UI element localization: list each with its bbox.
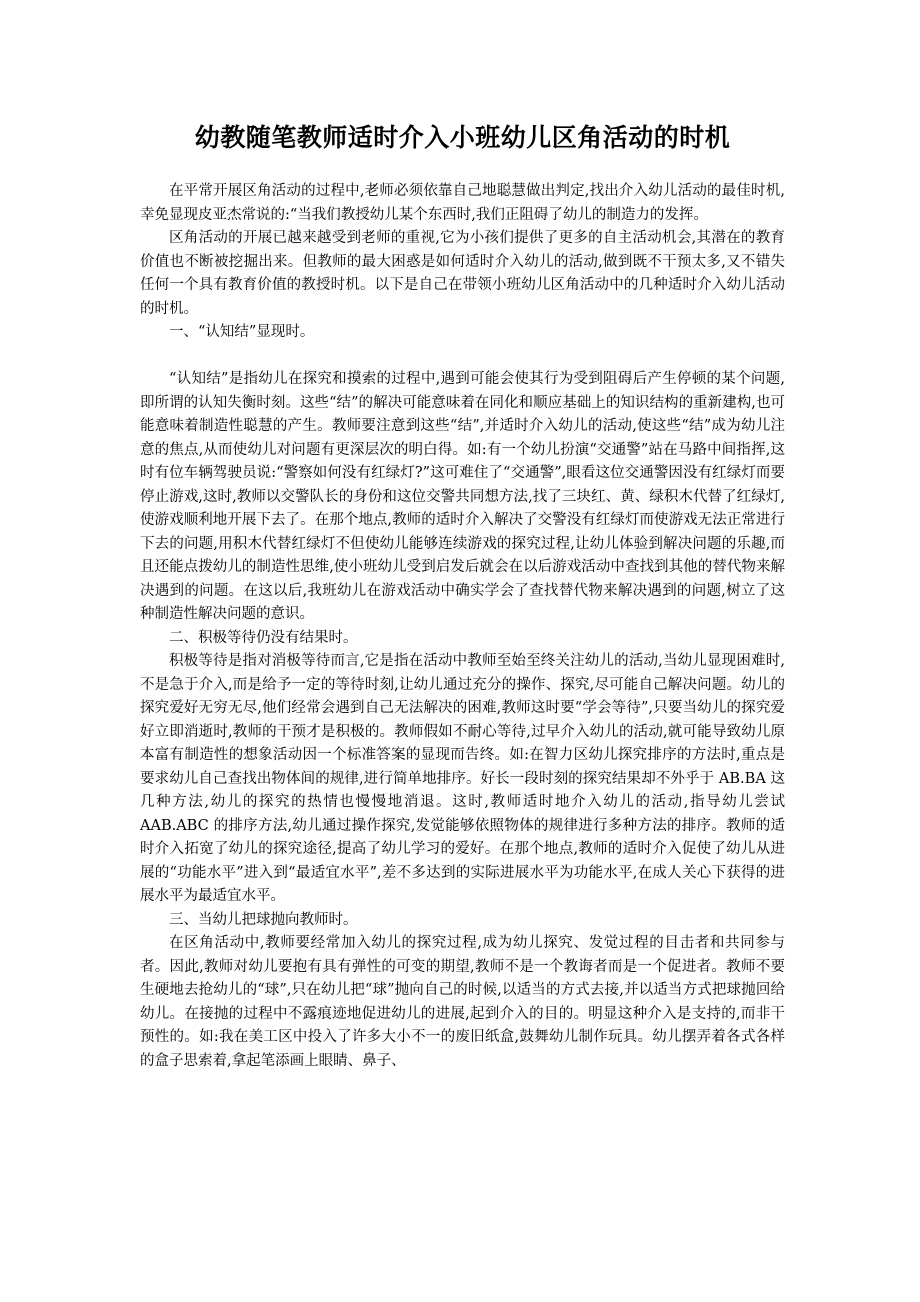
paragraph-section-2: 积极等待是指对消极等待而言,它是指在活动中教师至始至终关注幼儿的活动,当幼儿显现困难时,不是急于介入,而是给予一定的等待时刻,让幼儿通过充分的操作、探究,尽可能自己解决问题。幼儿的探究爱好无穷无尽,他们经常会遇到自己无法解决的困难,教师这时要“学会等待”,只要当幼儿的探究爱好立即消逝时,教师的干预才是积极的。教师假如不耐心等待,过早介入幼儿的活动,就可能导致幼儿原本富有制造性的想象活动因一个标准答案的显现而告终。如:在智力区幼儿探究排序的方法时,重点是要求幼儿自己查找出物体间的规律,进行简单地排序。好长一段时刻的探究结果却不外乎于 AB.BA 这几种方法,幼儿的探究的热情也慢慢地消退。这时,教师适时地介入幼儿的活动,指导幼儿尝试 AAB.ABC 的排序方法,幼儿通过操作探究,发觉能够依照物体的规律进行多种方法的排序。教师的适时介入拓宽了幼儿的探究途径,提高了幼儿学习的爱好。在那个地点,教师的适时介入促使了幼儿从进展的“功能水平”进入到“最适宜水平”,差不多达到的实际进展水平为功能水平,在成人关心下获得的进展水平为最适宜水平。: [140, 653, 785, 904]
section-heading-2: 二、积极等待仍没有结果时。: [169, 629, 358, 646]
paragraph-section-3: 在区角活动中,教师要经常加入幼儿的探究过程,成为幼儿探究、发觉过程的目击者和共同参与者。因此,教师对幼儿要抱有具有弹性的可变的期望,教师不是一个教诲者而是一个促进者。教师不要生硬地去抢幼儿的“球”,只在幼儿把“球”抛向自己的时候,以适当的方式去接,并以适当方式把球抛回给幼儿。在接抛的过程中不露痕迹地促进幼儿的进展,起到介入的目的。明显这种介入是支持的,而非干预性的。如:我在美工区中投入了许多大小不一的废旧纸盒,鼓舞幼儿制作玩具。幼儿摆弄着各式各样的盒子思索着,拿起笔添画上眼睛、鼻子、: [140, 935, 785, 1069]
document-page: [140, 0, 785, 1073]
document-body: [140, 180, 785, 1073]
section-heading-3: 三、当幼儿把球抛向教师时。: [169, 911, 358, 928]
document-title: 幼教随笔教师适时介入小班幼儿区角活动的时机: [194, 123, 731, 152]
paragraph-intro: 在平常开展区角活动的过程中,老师必须依靠自己地聪慧做出判定,找出介入幼儿活动的最佳时机,幸免显现皮亚杰常说的:“当我们教授幼儿某个东西时,我们正阻碍了幼儿的制造力的发挥。: [140, 183, 785, 223]
blank-line: [140, 345, 785, 369]
section-heading-1: 一、“认知结”显现时。: [169, 324, 315, 340]
paragraph-background: 区角活动的开展已越来越受到老师的重视,它为小孩们提供了更多的自主活动机会,其潜在的教育价值也不断被挖掘出来。但教师的最大困惑是如何适时介入幼儿的活动,做到既不干预太多,又不错失任何一个具有教育价值的教授时机。以下是自己在带领小班幼儿区角活动中的几种适时介入幼儿活动的时机。: [140, 230, 785, 317]
paragraph-section-1: “认知结”是指幼儿在探究和摸索的过程中,遇到可能会使其行为受到阻碍后产生停顿的某个问题,即所谓的认知失衡时刻。这些“结”的解决可能意味着在同化和顺应基础上的知识结构的重新建构,也可能意味着制造性聪慧的产生。教师要注意到这些“结”,并适时介入幼儿的活动,使这些“结”成为幼儿注意的焦点,从而使幼儿对问题有更深层次的明白得。如:有一个幼儿扮演“交通警”站在马路中间指挥,这时有位车辆驾驶员说:“警察如何没有红绿灯?”这可难住了“交通警”,眼看这位交通警因没有红绿灯而要停止游戏,这时,教师以交警队长的身份和这位交警共同想方法,找了三块红、黄、绿积木代替了红绿灯,使游戏顺利地开展下去了。在那个地点,教师的适时介入解决了交警没有红绿灯而使游戏无法正常进行下去的问题,用积木代替红绿灯不但使幼儿能够连续游戏的探究过程,让幼儿体验到解决问题的乐趣,而且还能点拨幼儿的制造性思维,使小班幼儿受到启发后就会在以后游戏活动中查找到其他的替代物来解决遇到的问题。在这以后,我班幼儿在游戏活动中确实学会了查找替代物来解决遇到的问题,树立了这种制造性解决问题的意识。: [140, 371, 785, 622]
